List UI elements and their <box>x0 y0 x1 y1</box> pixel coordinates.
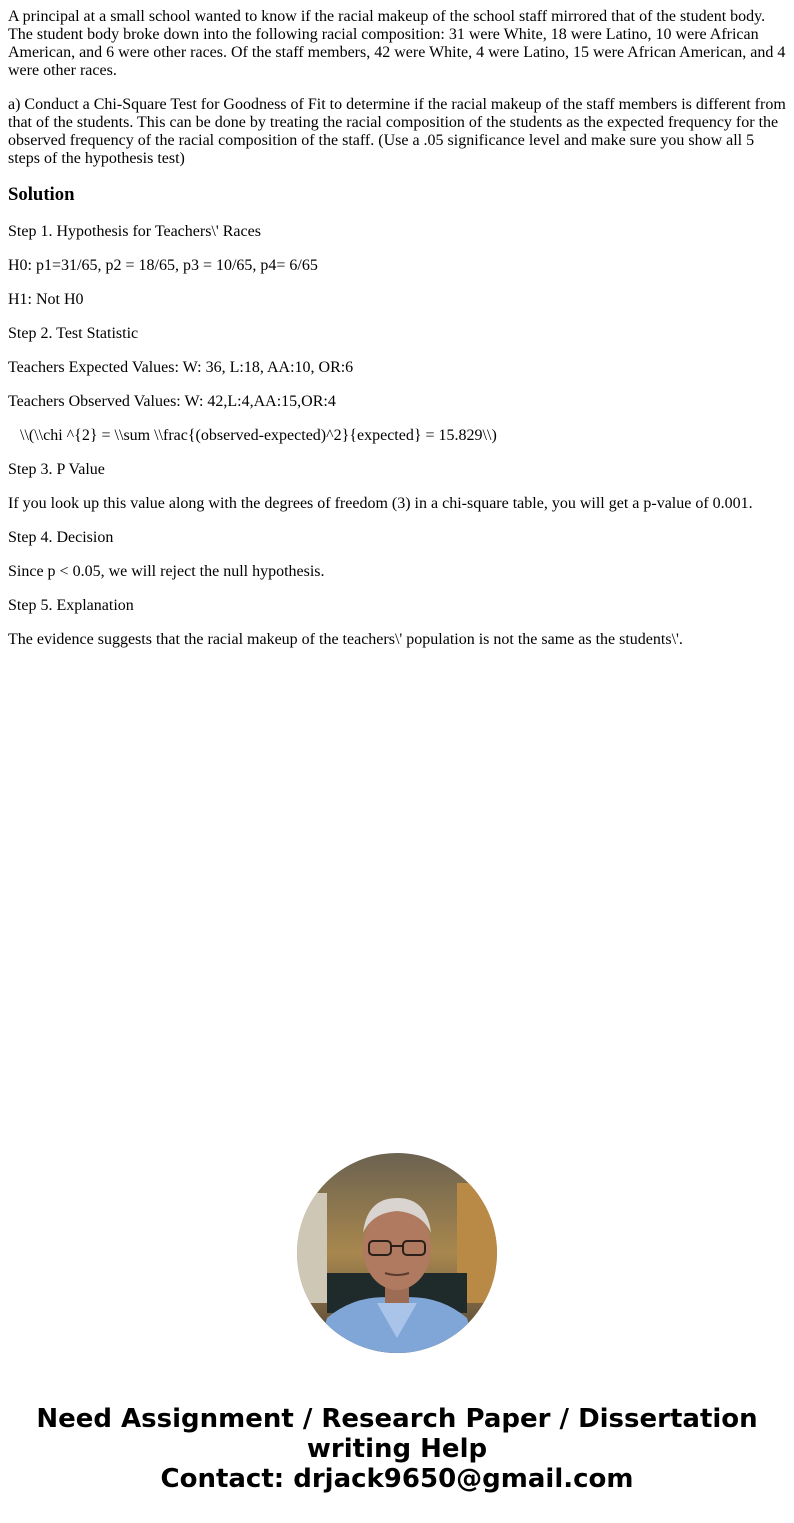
banner-line-1: Need Assignment / Research Paper / Dissertation <box>36 1404 758 1434</box>
question-intro: A principal at a small school wanted to know if the racial makeup of the school staff mirrored that of the student body. The student body broke down into the following racial composition: 31 were White, 18 were Latino, 10 were African American, and 6 were other races. Of the staff members, 42 were White, 4 were Latino, 15 were African American, and 4 were other races. <box>8 8 786 79</box>
author-photo <box>297 1153 497 1353</box>
step5-title: Step 5. Explanation <box>8 597 134 614</box>
step1-title: Step 1. Hypothesis for Teachers\' Races <box>8 223 261 240</box>
step4-title: Step 4. Decision <box>8 529 114 546</box>
author-avatar <box>297 1153 497 1353</box>
alt-hypothesis: H1: Not H0 <box>8 291 84 308</box>
null-hypothesis: H0: p1=31/65, p2 = 18/65, p3 = 10/65, p4= 6/65 <box>8 257 318 274</box>
chi-square-formula <box>8 427 788 445</box>
question-part-a: a) Conduct a Chi-Square Test for Goodness of Fit to determine if the racial makeup of the staff members is different from that of the students. This can be done by treating the racial composition of the students as the expected frequency for the observed frequency of the racial composition of the staff. (Use a .05 significance level and make sure you show all 5 steps of the hypothesis test) <box>8 96 786 167</box>
contact-banner <box>0 1404 794 1494</box>
explanation-text: The evidence suggests that the racial makeup of the teachers\' population is not the same as the students\'. <box>8 631 683 648</box>
banner-line-2: writing Help <box>306 1434 488 1464</box>
p-value-text: If you look up this value along with the degrees of freedom (3) in a chi-square table, you will get a p-value of 0.001. <box>8 495 753 512</box>
decision-text: Since p < 0.05, we will reject the null hypothesis. <box>8 563 325 580</box>
document-body <box>8 8 788 665</box>
step3-title: Step 3. P Value <box>8 461 105 478</box>
banner-line-3: Contact: drjack9650@gmail.com <box>160 1464 634 1494</box>
expected-values: Teachers Expected Values: W: 36, L:18, AA:10, OR:6 <box>8 359 354 376</box>
step2-title: Step 2. Test Statistic <box>8 325 139 342</box>
solution-heading: Solution <box>8 184 75 205</box>
observed-values: Teachers Observed Values: W: 42,L:4,AA:15,OR:4 <box>8 393 336 410</box>
formula-text: \\(\\chi ^{2} = \\sum \\frac{(observed-expected)^2}{expected} = 15.829\\) <box>20 427 497 444</box>
